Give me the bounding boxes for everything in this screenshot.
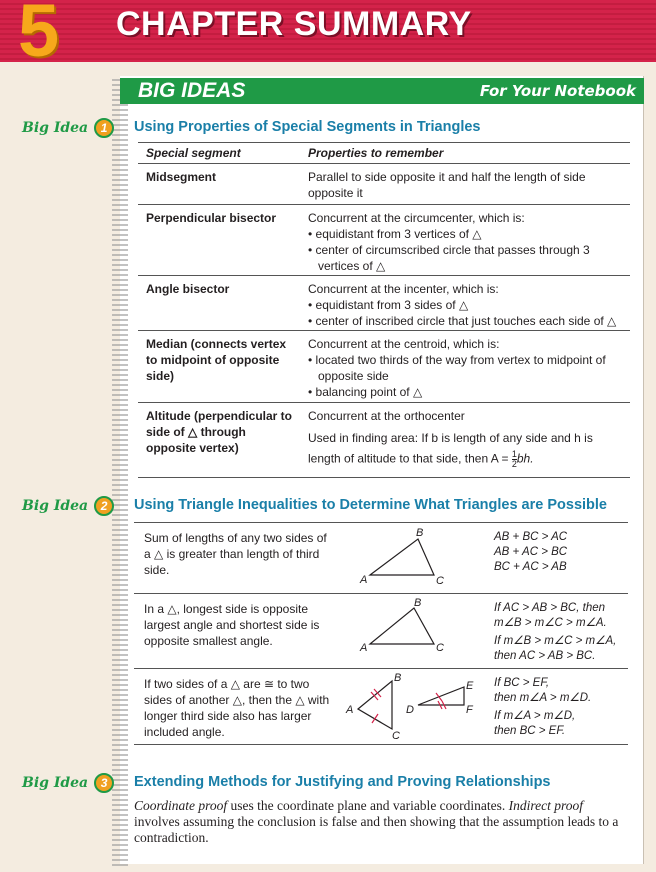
big-idea-label: Big Idea bbox=[22, 498, 89, 514]
label-c: C bbox=[392, 730, 400, 741]
label-e: E bbox=[466, 680, 474, 692]
idea-number-2: 2 bbox=[94, 496, 114, 516]
tick-mark bbox=[372, 714, 378, 723]
inequality-row bbox=[134, 523, 628, 594]
idea-1-title: Using Properties of Special Segments in Triangles bbox=[134, 119, 481, 135]
two-triangles-diagram bbox=[338, 671, 488, 741]
row-intro: Concurrent at the centroid, which is: bbox=[308, 337, 500, 351]
col-special-segment: Special segment bbox=[146, 146, 241, 160]
big-idea-3-tag bbox=[22, 773, 114, 793]
label-d: D bbox=[406, 704, 414, 716]
bullet-item: • balancing point of △ bbox=[308, 385, 423, 399]
inequality-row bbox=[134, 669, 628, 745]
row-intro: Concurrent at the orthocenter bbox=[308, 409, 465, 423]
notebook-subtitle: For Your Notebook bbox=[479, 82, 636, 100]
row-intro: Concurrent at the incenter, which is: bbox=[308, 282, 499, 296]
row-label: Midsegment bbox=[146, 170, 217, 184]
big-idea-1-tag bbox=[22, 118, 114, 138]
row-intro: Parallel to side opposite it and half the length of side opposite it bbox=[308, 170, 586, 200]
chapter-title: CHAPTER SUMMARY bbox=[116, 5, 472, 43]
label-c: C bbox=[436, 642, 444, 654]
ineq-text: Sum of lengths of any two sides of a △ is greater than length of third side. bbox=[144, 531, 327, 577]
triangle-abc bbox=[358, 681, 392, 729]
row-label: Altitude (perpendicular to side of △ through opposite vertex) bbox=[146, 409, 293, 455]
bullet-item: • center of circumscribed circle that passes through 3 vertices of △ bbox=[308, 243, 590, 273]
label-c: C bbox=[436, 575, 444, 587]
ineq-text: If two sides of a △ are ≅ to two sides of another △, then the △ with longer third side also has larger included angle. bbox=[144, 677, 330, 739]
row-label: Median (connects vertex to midpoint of opposite side) bbox=[146, 337, 287, 383]
bullet-item: • located two thirds of the way from vertex to midpoint of opposite side bbox=[308, 353, 606, 383]
idea-number-3: 3 bbox=[94, 773, 114, 793]
big-idea-2-tag bbox=[22, 496, 114, 516]
table-row bbox=[138, 276, 630, 331]
ineq-text: In a △, longest side is opposite largest angle and shortest side is opposite smallest angle. bbox=[144, 602, 320, 648]
col-properties: Properties to remember bbox=[308, 146, 444, 160]
ineq-right: If BC > EF, then m∠A > m∠D. If m∠A > m∠D, then BC > EF. bbox=[494, 677, 592, 737]
table-row bbox=[138, 205, 630, 276]
idea-2-title: Using Triangle Inequalities to Determine What Triangles are Possible bbox=[134, 497, 607, 513]
bullet-item: • equidistant from 3 sides of △ bbox=[308, 298, 469, 312]
table-header bbox=[138, 142, 630, 164]
table-row bbox=[138, 164, 630, 205]
one-half-fraction: $\frac{1}{2}$ bbox=[511, 449, 517, 469]
row-desc bbox=[308, 408, 628, 469]
big-ideas-title: BIG IDEAS bbox=[138, 79, 246, 102]
row-desc bbox=[308, 169, 628, 201]
spiral-binding bbox=[112, 76, 128, 866]
idea-3-paragraph: Coordinate proof uses the coordinate plane and variable coordinates. Indirect proof involves assuming the conclusion is false and then showing that the assumption leads to a contradiction. bbox=[134, 798, 619, 845]
label-b: B bbox=[416, 527, 424, 539]
row-desc bbox=[308, 210, 628, 274]
table-row bbox=[138, 331, 630, 403]
idea-number-1: 1 bbox=[94, 118, 114, 138]
ineq-right: AB + BC > AC AB + AC > BC BC + AC > AB bbox=[494, 531, 568, 573]
area-formula-line-1: Used in finding area: If b is length of any side and h is bbox=[308, 431, 593, 445]
row-desc bbox=[308, 281, 628, 329]
inequality-row bbox=[134, 594, 628, 669]
label-a: A bbox=[346, 704, 354, 716]
label-f: F bbox=[466, 704, 473, 716]
triangle-abc bbox=[370, 608, 434, 644]
big-idea-label: Big Idea bbox=[22, 775, 89, 791]
table-row bbox=[138, 403, 630, 478]
notebook-header bbox=[120, 78, 644, 104]
triangle-diagram bbox=[356, 527, 476, 589]
row-label: Angle bisector bbox=[146, 282, 230, 296]
label-a: A bbox=[360, 574, 368, 586]
triangle-def bbox=[418, 687, 464, 705]
row-intro: Concurrent at the circumcenter, which is: bbox=[308, 211, 525, 225]
triangle-abc bbox=[370, 539, 434, 575]
triangle-diagram bbox=[356, 596, 476, 658]
chapter-number: 5 bbox=[18, 0, 60, 72]
bullet-item: • equidistant from 3 vertices of △ bbox=[308, 227, 482, 241]
big-idea-label: Big Idea bbox=[22, 120, 89, 136]
ineq-right: If AC > AB > BC, then m∠B > m∠C > m∠A. If m∠B > m∠C > m∠A, then AC > AB > BC. bbox=[494, 602, 617, 662]
label-b: B bbox=[414, 597, 422, 609]
label-a: A bbox=[360, 642, 368, 654]
bullet-item: • center of inscribed circle that just touches each side of △ bbox=[308, 314, 617, 328]
row-desc bbox=[308, 336, 628, 400]
label-b: B bbox=[394, 672, 402, 684]
row-label: Perpendicular bisector bbox=[146, 211, 277, 225]
area-formula-line-2: length of altitude to that side, then A = $\frac{1}{2}$ bh. bbox=[308, 449, 534, 469]
idea-3-title: Extending Methods for Justifying and Proving Relationships bbox=[134, 774, 551, 790]
